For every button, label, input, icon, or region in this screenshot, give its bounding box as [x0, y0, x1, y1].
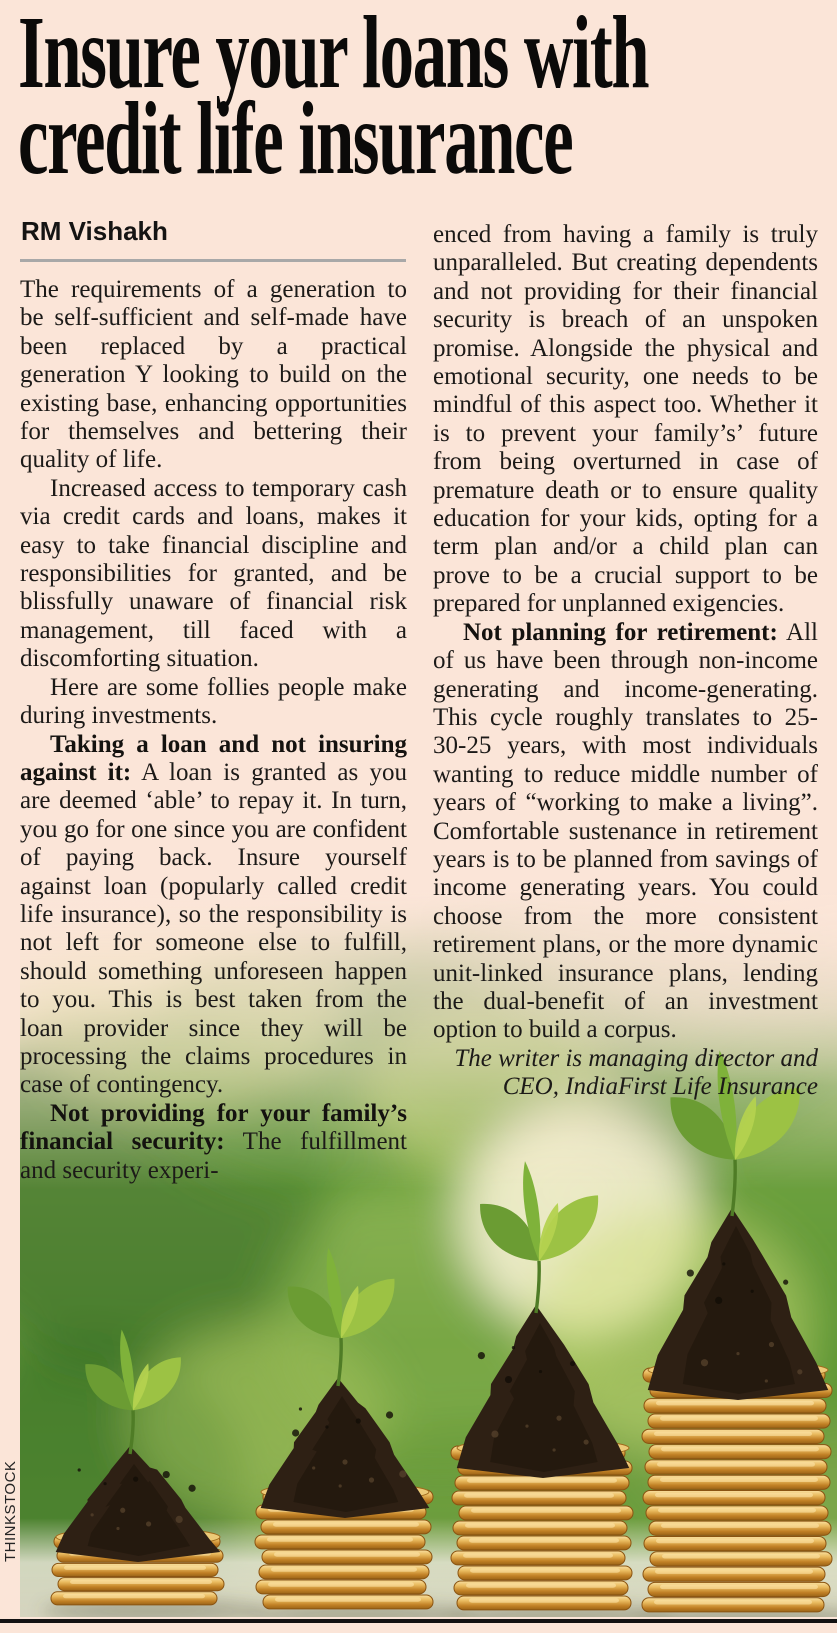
paragraph: [433, 1045, 818, 1102]
headline: [18, 0, 818, 196]
byline: RM Vishakh: [21, 216, 168, 246]
paragraph-text: The fulfillment and security experi-: [20, 1128, 407, 1184]
paragraph: [433, 619, 818, 1045]
paragraph: [20, 731, 407, 1100]
byline-rule: [20, 259, 406, 262]
paragraph-text: Here are some follies people make during investments.: [20, 673, 407, 730]
body-column-left: [20, 276, 407, 1185]
paragraph-text: The requirements of a generation to be self-sufficient and self-made have been replaced by a practical generation Y looking to build on the existing base, enhancing opportunities for themselves and bettering their quality of life.: [20, 276, 407, 474]
paragraph: [20, 475, 407, 674]
paragraph-text: All of us have been through non-income generating and income-generating. This cycle roughly translates to 25-30-25 years, with most individuals wanting to reduce middle number of years of “working to make a living”. Comfortable sustenance in retirement years is to be planned from savings of income generating years. You could choose from the more consistent retirement plans, or the more dynamic unit-linked insurance plans, lending the dual-benefit of an investment option to build a corpus.: [433, 618, 818, 1044]
paragraph-text: Increased access to temporary cash via credit cards and loans, makes it easy to take financial discipline and responsibilities for granted, and be blissfully unaware of financial risk management, till faced with a discomforting situation.: [20, 474, 407, 673]
paragraph-text: enced from having a family is truly unparalleled. But creating dependents and not providing for their financial security is breach of an unspoken promise. Alongside the physical and emotional security, one needs to be mindful of this aspect too. Whether it is to prevent your family’s’ future from being overturned in case of premature death or to ensure quality education for your kids, opting for a term plan and/or a child plan can prove to be a crucial support to be prepared for unplanned exigencies.: [433, 221, 818, 618]
paragraph: [20, 1100, 407, 1185]
bottom-rule: [0, 1619, 837, 1623]
paragraph: [20, 674, 407, 731]
paragraph: [433, 221, 818, 619]
paragraph-text: The writer is managing director and CEO, IndiaFirst Life Insurance: [454, 1044, 818, 1101]
body-column-right: [433, 221, 818, 1102]
paragraph-lead-in: Not providing for your family’s financial security:: [20, 1099, 407, 1156]
headline-line: credit life insurance: [18, 81, 573, 196]
paragraph-text: A loan is granted as you are deemed ‘able’ to repay it. In turn, you go for one since you are confident of paying back. Insure yourself against loan (popularly called credit life insurance), so the responsibility is not left for someone else to fulfill, should something unforeseen happen to you. This is best taken from the loan provider since they will be processing the claims procedures in case of contingency.: [20, 758, 407, 1099]
headline-line: Insure your loans with: [18, 0, 649, 110]
paragraph-lead-in: Taking a loan and not insuring against it:: [20, 730, 407, 786]
paragraph: [20, 276, 407, 475]
paragraph-lead-in: Not planning for retirement:: [463, 618, 778, 646]
photo-credit: THINKSTOCK: [2, 1460, 19, 1562]
